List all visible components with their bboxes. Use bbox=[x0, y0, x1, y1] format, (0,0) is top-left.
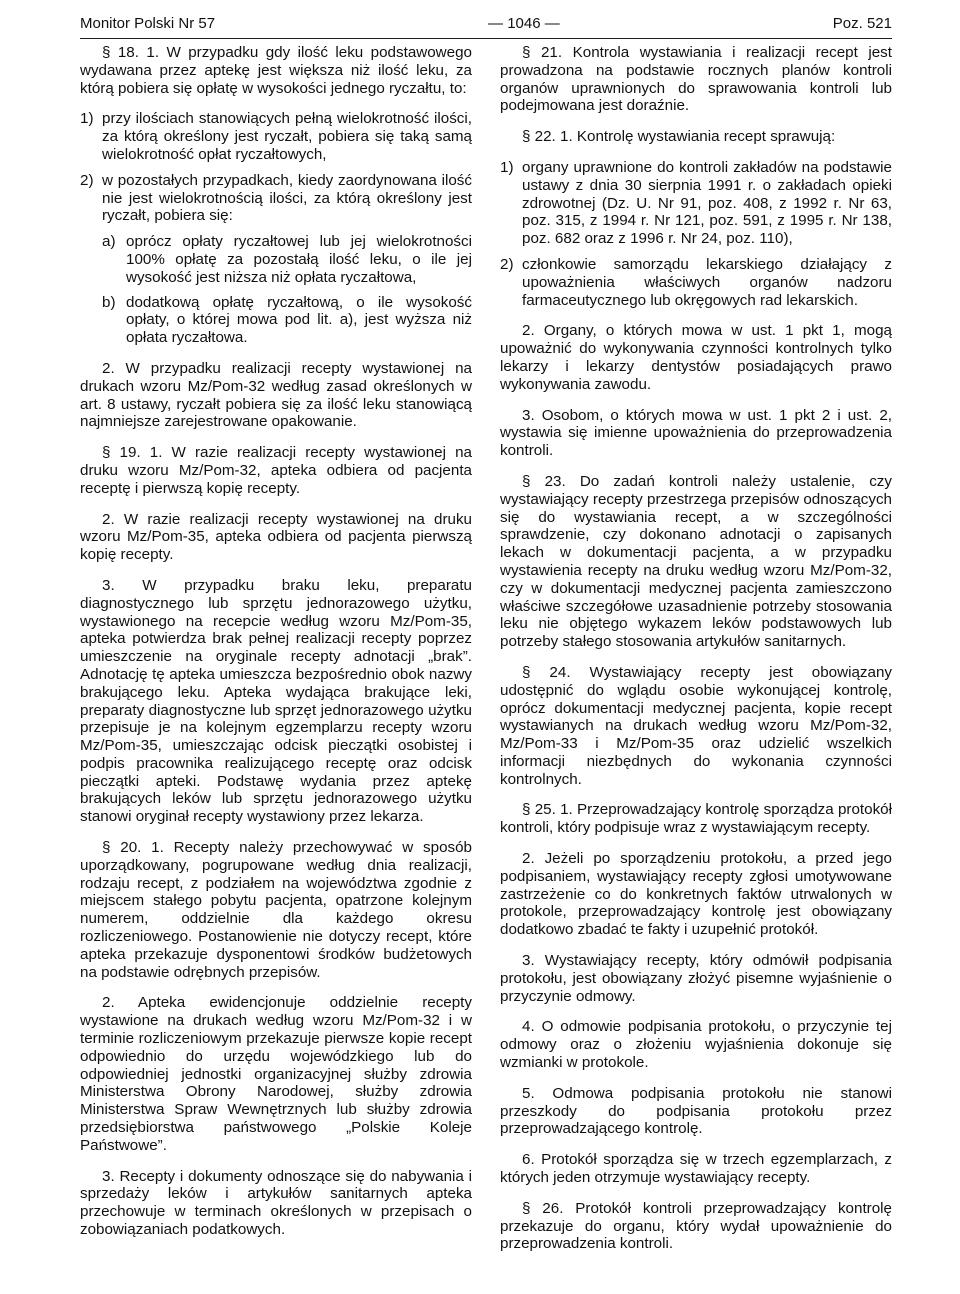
list-subitem-label: a) bbox=[102, 233, 116, 251]
left-column bbox=[80, 44, 472, 1252]
paragraph-25-2: 2. Jeżeli po sporządzeniu protokołu, a przed jego podpisaniem, wystawiający recepty zgłosi umotywowane zastrzeżenie co do konkretnych faktów utrwalonych w protokole, przeprowadzający kontrolę jest obowiązany dodatkowo zbadać te fakty i uzupełnić protokół. bbox=[500, 850, 892, 939]
list-subitem-text: dodatkową opłatę ryczałtową, o ile wysokość opłaty, o której mowa pod lit. a), jest wyższa niż opłata ryczałtowa. bbox=[126, 293, 472, 347]
list-item-18-1-1 bbox=[80, 110, 472, 163]
list-subitem-label: b) bbox=[102, 293, 116, 311]
list-item-22-1-2 bbox=[500, 256, 892, 309]
paragraph-22-1-intro: § 22. 1. Kontrolę wystawiania recept sprawują: bbox=[522, 128, 836, 146]
list-item-label: 2) bbox=[80, 171, 94, 189]
list-item-text: organy uprawnione do kontroli zakładów na podstawie ustawy z dnia 30 sierpnia 1991 r. o zakładach opieki zdrowotnej (Dz. U. Nr 91, poz. 408, z 1992 r. Nr 63, poz. 315, z 1994 r. Nr 121, poz. 591, z 1995 r. Nr 138, poz. 682 oraz z 1996 r. Nr 24, poz. 110), bbox=[522, 158, 892, 248]
paragraph-25-5: 5. Odmowa podpisania protokołu nie stanowi przeszkody do podpisania protokołu przez przeprowadzającego kontrolę. bbox=[500, 1084, 892, 1138]
list-item-22-1-1 bbox=[500, 159, 892, 248]
list-subitem-18-1-2b bbox=[80, 294, 472, 347]
page-number: — 1046 — bbox=[488, 15, 560, 32]
paragraph-25-3: 3. Wystawiający recepty, który odmówił podpisania protokołu, jest obowiązany złożyć pisemne wyjaśnienie o przyczynie odmowy. bbox=[500, 952, 892, 1005]
journal-title: Monitor Polski Nr 57 bbox=[80, 15, 216, 32]
paragraph-20-2: 2. Apteka ewidencjonuje oddzielnie recepty wystawione na drukach według wzoru Mz/Pom-32 i w terminie rozliczeniowym przekazuje pierwsze kopie recept odpowiednio do urzędu wojewódzkiego lub do odpowiedniej jednostki organizacyjnej służby zdrowia Ministerstwa Obrony Narodowej, służby zdrowia Ministerstwa Spraw Wewnętrznych lub służby zdrowia przedsiębiorstwa państwowego „Polskie Koleje Państwowe”. bbox=[80, 994, 472, 1154]
paragraph-22-3: 3. Osobom, o których mowa w ust. 1 pkt 2 i ust. 2, wystawia się imienne upoważnienia do przeprowadzenia kontroli. bbox=[500, 406, 892, 460]
paragraph-19-3: 3. W przypadku braku leku, preparatu diagnostycznego lub sprzętu jednorazowego użytku, wystawionego na recepcie według wzoru Mz/Pom-35, apteka potwierdza brak pełnej realizacji recepty poprzez umieszczenie na oryginale recepty adnotacji „brak”. Adnotację tę apteka umieszcza bezpośrednio obok nazwy brakującego leku. Apteka wydająca brakujące leki, preparaty diagnostyczne lub sprzęt jednorazowego użytku przepisuje je na kolejnym egzemplarzu recepty wzoru Mz/Pom-35, umieszczając odcisk pieczątki osobistej i podpis pracownika realizującego receptę oraz odcisk pieczątki apteki. Podstawę wydania przez aptekę brakujących leków lub sprzętu jednorazowego użytku stanowi oryginał recepty wystawiony przez lekarza. bbox=[80, 576, 472, 826]
list-subitem-18-1-2a bbox=[80, 233, 472, 286]
paragraph-25-1: § 25. 1. Przeprowadzający kontrolę sporządza protokół kontroli, który podpisuje wraz z wystawiającym recepty. bbox=[500, 801, 892, 837]
header-rule bbox=[80, 38, 892, 39]
paragraph-20-3: 3. Recepty i dokumenty odnoszące się do nabywania i sprzedaży leków i artykułów sanitarnych apteka przechowuje w terminach określonych w przepisach o zobowiązaniach podatkowych. bbox=[80, 1167, 472, 1239]
paragraph-21: § 21. Kontrola wystawiania i realizacji recept jest prowadzona na podstawie rocznych planów kontroli organów uprawnionych do sprawowania kontroli lub podejmowana jest doraźnie. bbox=[500, 44, 892, 115]
paragraph-18-2: 2. W przypadku realizacji recepty wystawionej na drukach wzoru Mz/Pom-32 według zasad określonych w art. 8 ustawy, ryczałt pobiera się za ilość leku stanowiącą najmniejsze zarejestrowane opakowanie. bbox=[80, 359, 472, 431]
paragraph-25-4: 4. O odmowie podpisania protokołu, o przyczynie tej odmowy oraz o złożeniu wyjaśnienia dokonuje się wzmianki w protokole. bbox=[500, 1018, 892, 1072]
list-item-label: 2) bbox=[500, 255, 514, 273]
list-item-text: w pozostałych przypadkach, kiedy zaordynowana ilość nie jest wielokrotnością ilości, za którą określony jest ryczałt, pobiera się: bbox=[102, 171, 472, 225]
list-item-label: 1) bbox=[500, 158, 514, 176]
list-item-18-1-2 bbox=[80, 172, 472, 225]
paragraph-20-1: § 20. 1. Recepty należy przechowywać w sposób uporządkowany, pogrupowane według dnia realizacji, rodzaju recept, z podziałem na województwa zgodnie z miejscem stałego pobytu pacjenta, opatrzone kolejnym numerem, oddzielnie dla każdego okresu rozliczeniowego. Postanowienie nie dotyczy recept, które apteka przekazuje dysponentowi środków budżetowych na podstawie odrębnych przepisów. bbox=[80, 839, 472, 981]
paragraph-22-2: 2. Organy, o których mowa w ust. 1 pkt 1, mogą upoważnić do wykonywania czynności kontrolnych tylko lekarzy i lekarzy dentystów posiadających prawo wykonywania zawodu. bbox=[500, 322, 892, 393]
list-item-text: członkowie samorządu lekarskiego działający z upoważnienia właściwych organów nadzoru farmaceutycznego lub okręgowych rad lekarskich. bbox=[522, 255, 892, 309]
paragraph-24: § 24. Wystawiający recepty jest obowiązany udostępnić do wglądu osobie wykonującej kontrolę, oprócz dokumentacji medycznej pacjenta, kopie recept wystawianych na drukach według wzoru Mz/Pom-32, Mz/Pom-33 i Mz/Pom-35 oraz udzielić wszelkich informacji niezbędnych do wykonania czynności kontrolnych. bbox=[500, 663, 892, 788]
list-item-text: przy ilościach stanowiących pełną wielokrotność ilości, za którą określony jest ryczałt, pobiera się taką samą wielokrotność opłat ryczałtowych, bbox=[102, 110, 472, 163]
list-subitem-text: oprócz opłaty ryczałtowej lub jej wielokrotności 100% opłatę za pozostałą ilość leku, o ile jej wysokość jest niższa niż opłata ryczałtowa, bbox=[126, 233, 472, 286]
paragraph-19-2: 2. W razie realizacji recepty wystawionej na druku wzoru Mz/Pom-35, apteka odbiera od pacjenta pierwszą kopię recepty. bbox=[80, 510, 472, 564]
right-column bbox=[500, 44, 892, 1266]
paragraph-23: § 23. Do zadań kontroli należy ustalenie, czy wystawiający recepty przestrzega przepisów odnoszących się do wystawiania recept, a w szczególności sprawdzenie, czy dokonano adnotacji o zapisanych lekach w dokumentacji pacjenta, a w przypadku wystawienia recepty na druku według wzoru Mz/Pom-32, czy w dokumentacji medycznej pacjenta zamieszczono właściwe szczegółowe uzasadnienie potrzeby stosowania leku nie objętego wykazem leków podstawowych lub potrzeby stałego stosowania artykułów sanitarnych. bbox=[500, 472, 892, 651]
paragraph-25-6: 6. Protokół sporządza się w trzech egzemplarzach, z których jeden otrzymuje wystawiający recepty. bbox=[500, 1151, 892, 1187]
list-item-label: 1) bbox=[80, 110, 94, 128]
paragraph-18-1-intro: § 18. 1. W przypadku gdy ilość leku podstawowego wydawana przez aptekę jest większa niż ilość leku, za którą pobiera się opłatę w wysokości jednego ryczałtu, to: bbox=[80, 44, 472, 97]
paragraph-26: § 26. Protokół kontroli przeprowadzający kontrolę przekazuje do organu, który wydał upoważnienie do przeprowadzenia kontroli. bbox=[500, 1199, 892, 1253]
paragraph-19-1: § 19. 1. W razie realizacji recepty wystawionej na druku wzoru Mz/Pom-32, apteka odbiera od pacjenta receptę i pierwszą kopię recepty. bbox=[80, 444, 472, 497]
position-number: Poz. 521 bbox=[832, 15, 892, 32]
page-header bbox=[80, 8, 892, 40]
